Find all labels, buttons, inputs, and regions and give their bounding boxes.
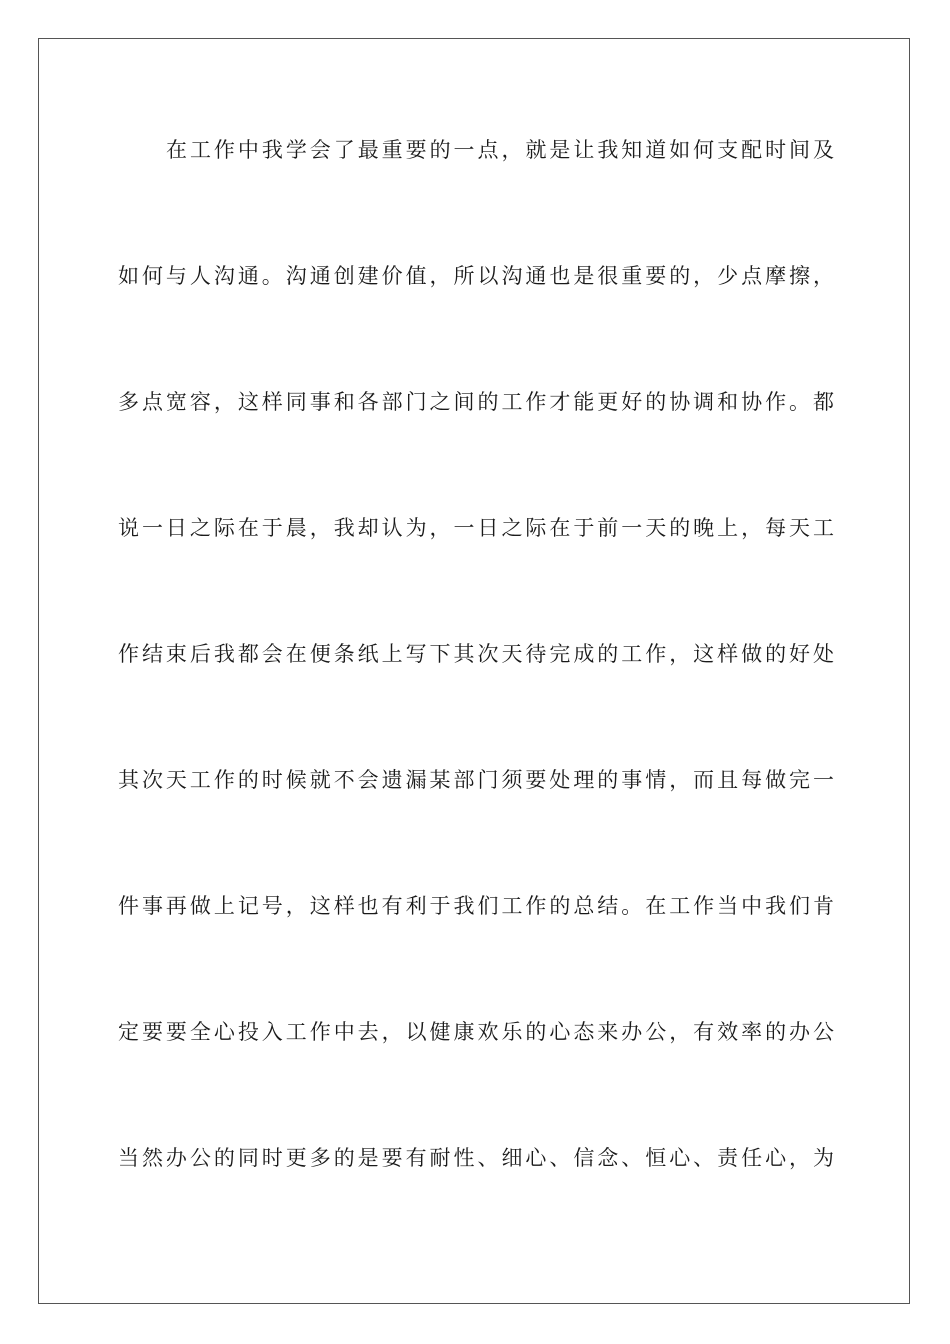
text-line: 在工作中我学会了最重要的一点，就是让我知道如何支配时间及: [166, 138, 834, 162]
text-line: 其次天工作的时候就不会遗漏某部门须要处理的事情，而且每做完一: [118, 768, 834, 792]
text-line: 说一日之际在于晨，我却认为，一日之际在于前一天的晚上，每天工: [118, 516, 834, 540]
text-line: 作结束后我都会在便条纸上写下其次天待完成的工作，这样做的好处: [118, 642, 834, 666]
text-line: 件事再做上记号，这样也有利于我们工作的总结。在工作当中我们肯: [118, 894, 834, 918]
text-line: 当然办公的同时更多的是要有耐性、细心、信念、恒心、责任心，为: [118, 1146, 834, 1170]
text-line: 多点宽容，这样同事和各部门之间的工作才能更好的协调和协作。都: [118, 390, 834, 414]
text-line: 如何与人沟通。沟通创建价值，所以沟通也是很重要的，少点摩擦，: [118, 264, 834, 288]
text-line: 定要要全心投入工作中去，以健康欢乐的心态来办公，有效率的办公: [118, 1020, 834, 1044]
body-paragraph: [118, 130, 834, 1264]
